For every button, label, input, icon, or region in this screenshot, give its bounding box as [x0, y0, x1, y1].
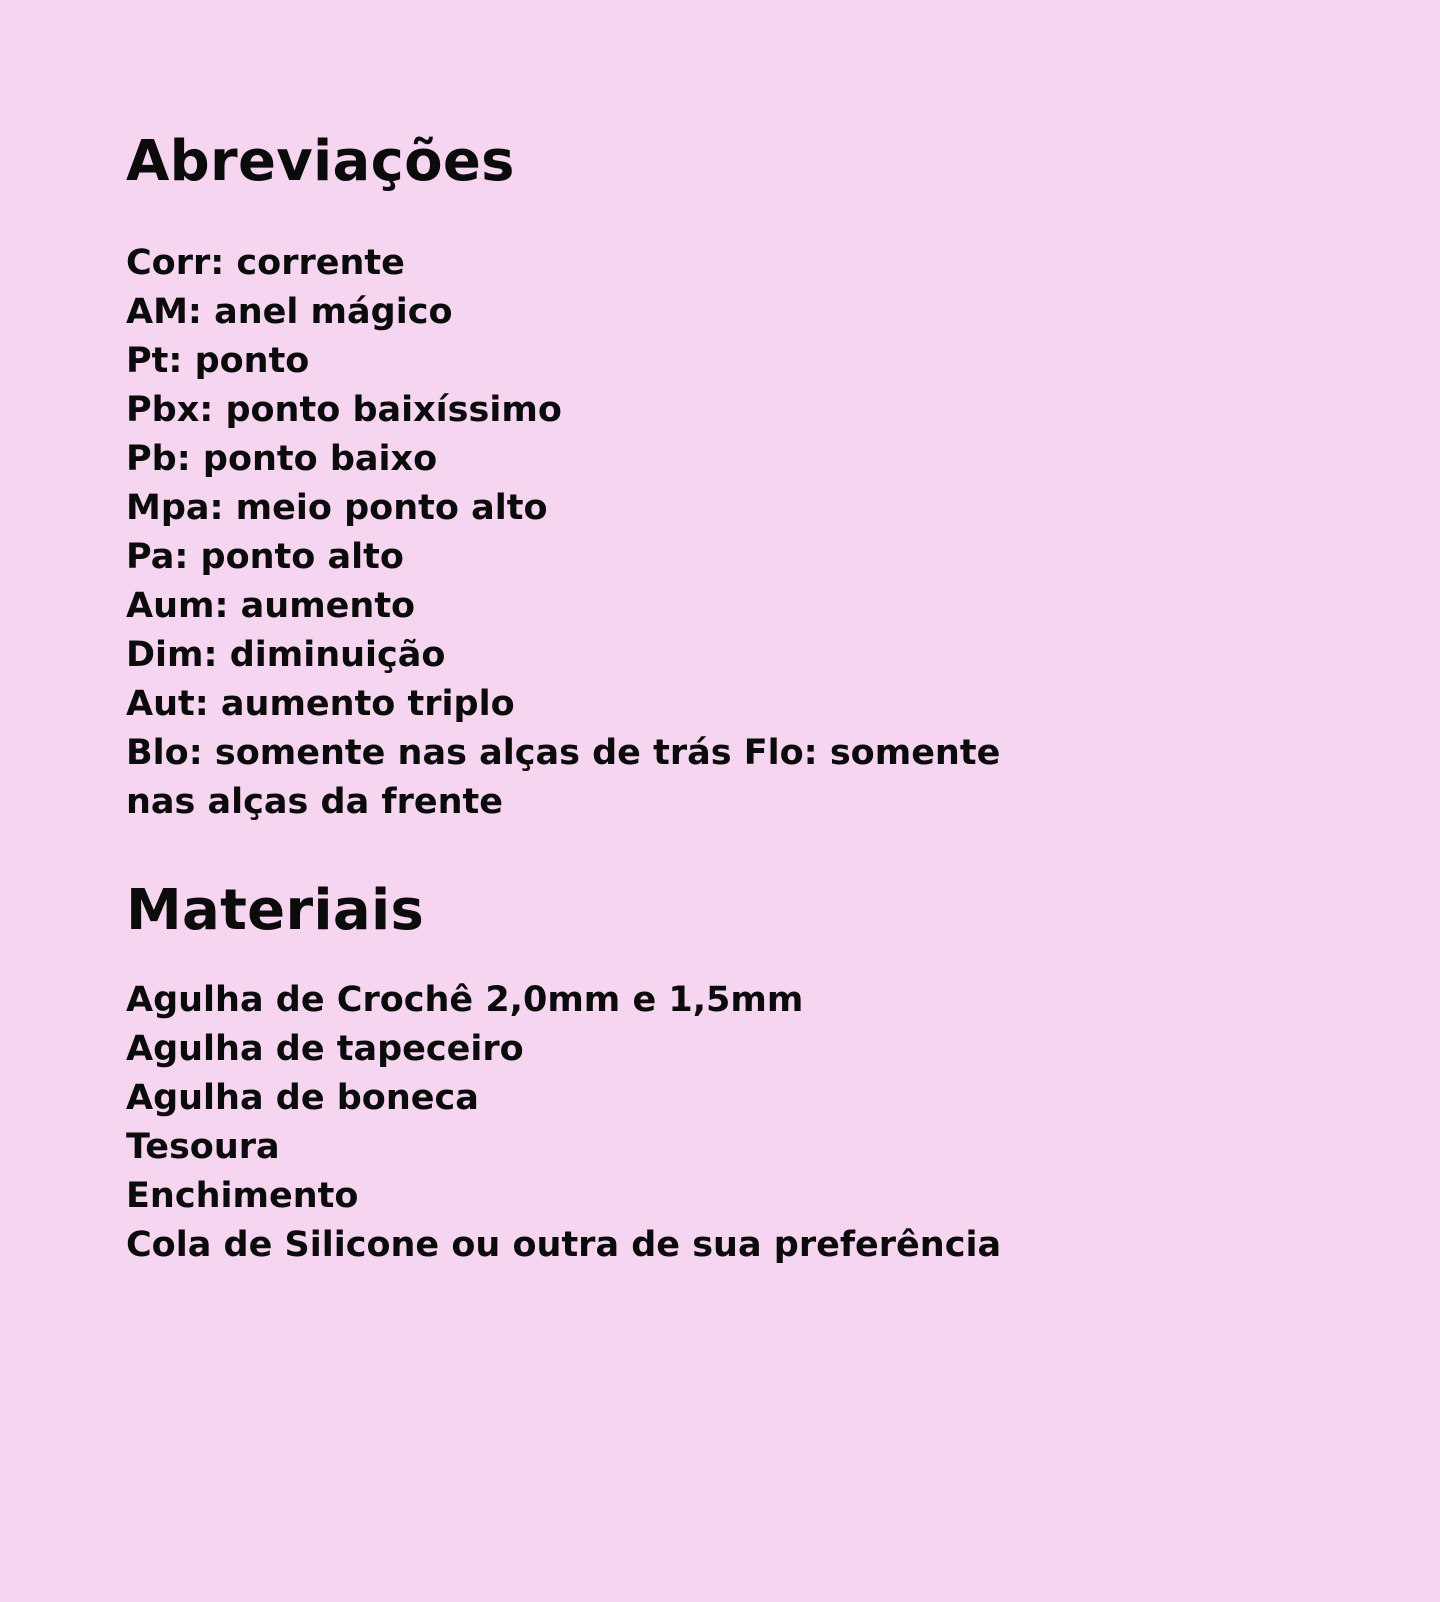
material-item: Cola de Silicone ou outra de sua preferência: [126, 1225, 1002, 1265]
material-item: Enchimento: [126, 1176, 359, 1216]
abbreviation-item: Pbx: ponto baixíssimo: [126, 390, 562, 430]
abbreviation-item: Pt: ponto: [126, 341, 310, 381]
materials-list: [126, 976, 1001, 1270]
abbreviations-heading: Abreviações: [126, 129, 515, 194]
material-item: Agulha de boneca: [126, 1078, 479, 1118]
abbreviation-item: Aum: aumento: [126, 586, 416, 626]
abbreviation-item: Blo: somente nas alças de trás Flo: somente: [126, 733, 1001, 773]
abbreviation-item: Pb: ponto baixo: [126, 439, 438, 479]
abbreviation-item: nas alças da frente: [126, 782, 504, 822]
material-item: Tesoura: [126, 1127, 280, 1167]
abbreviation-item: Mpa: meio ponto alto: [126, 488, 548, 528]
abbreviation-item: Aut: aumento triplo: [126, 684, 515, 724]
materials-heading: Materiais: [126, 878, 425, 943]
material-item: Agulha de tapeceiro: [126, 1029, 524, 1069]
abbreviation-item: Dim: diminuição: [126, 635, 446, 675]
abbreviation-item: AM: anel mágico: [126, 292, 453, 332]
abbreviations-list: [126, 239, 1000, 827]
abbreviation-item: Pa: ponto alto: [126, 537, 404, 577]
abbreviation-item: Corr: corrente: [126, 243, 405, 283]
material-item: Agulha de Crochê 2,0mm e 1,5mm: [126, 980, 804, 1020]
